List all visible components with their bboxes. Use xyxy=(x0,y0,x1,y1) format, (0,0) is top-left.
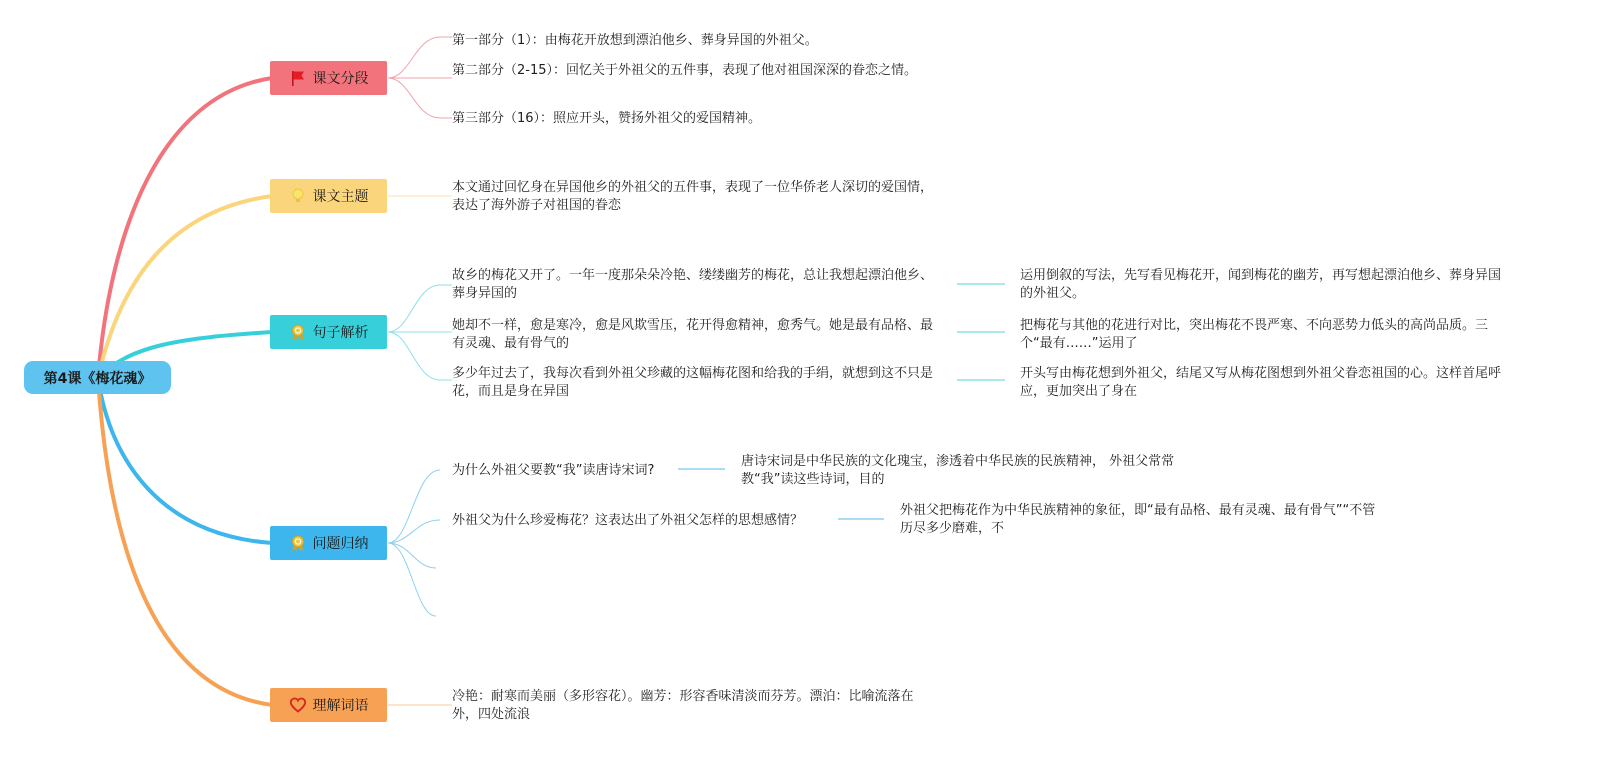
branch1-item-connector xyxy=(388,78,452,118)
sentence-item[interactable]: 故乡的梅花又开了。一年一度那朵朵冷艳、缕缕幽芳的梅花，总让我想起漂泊他乡、葬身异国的 xyxy=(452,268,934,301)
branch3-item-connector xyxy=(388,332,452,380)
sentence-item[interactable]: 她却不一样，愈是寒冷，愈是风欺雪压，花开得愈精神，愈秀气。她是最有品格、最有灵魂、最有骨气的 xyxy=(452,318,934,351)
branch-label: 课文分段 xyxy=(312,71,369,87)
branch-label: 理解词语 xyxy=(312,698,369,714)
section-item[interactable]: 第一部分（1）：由梅花开放想到漂泊他乡、葬身异国的外祖父。 xyxy=(452,33,818,48)
heart-icon xyxy=(289,696,307,714)
question-answer[interactable]: 外祖父把梅花作为中华民族精神的象征，即“最有品格、最有灵魂、最有骨气”“不管历尽多少磨难，不 xyxy=(900,503,1376,536)
sentence-analysis-note[interactable]: 运用倒叙的写法，先写看见梅花开，闻到梅花的幽芳，再写想起漂泊他乡、葬身异国的外祖父。 xyxy=(1020,268,1502,301)
branch-label: 课文主题 xyxy=(312,189,369,205)
branch1-item-connector xyxy=(388,37,452,78)
branch4-item-connector xyxy=(388,470,440,543)
branch-sentence-analysis[interactable] xyxy=(270,315,387,349)
section-item[interactable]: 第三部分（16）：照应开头，赞扬外祖父的爱国精神。 xyxy=(452,111,762,126)
flag-icon xyxy=(289,69,307,87)
branch3-item-connector xyxy=(388,285,452,332)
branch4-item-connector xyxy=(388,543,436,616)
section-item[interactable]: 第二部分（2-15）：回忆关于外祖父的五件事，表现了他对祖国深深的眷恋之情。 xyxy=(452,63,918,78)
medal-icon xyxy=(289,534,307,552)
root-branch-connector-4 xyxy=(98,378,272,543)
question-item[interactable]: 为什么外祖父要教“我”读唐诗宋词? xyxy=(452,463,655,478)
branch-label: 句子解析 xyxy=(312,325,369,341)
branch-text-sections[interactable] xyxy=(270,61,387,95)
branch-question-summary[interactable] xyxy=(270,526,387,560)
sentence-analysis-note[interactable]: 开头写由梅花想到外祖父，结尾又写从梅花图想到外祖父眷恋祖国的心。这样首尾呼应，更加突出了身在 xyxy=(1020,366,1502,399)
branch-label: 问题归纳 xyxy=(312,536,369,552)
theme-item[interactable]: 本文通过回忆身在异国他乡的外祖父的五件事，表现了一位华侨老人深切的爱国情，表达了海外游子对祖国的眷恋 xyxy=(452,180,934,213)
sentence-item[interactable]: 多少年过去了，我每次看到外祖父珍藏的这幅梅花图和给我的手绢，就想到这不只是花，而且是身在异国 xyxy=(452,366,934,399)
question-item[interactable]: 外祖父为什么珍爱梅花？这表达出了外祖父怎样的思想感情？ xyxy=(452,513,804,528)
branch-text-theme[interactable] xyxy=(270,179,387,213)
branch-vocabulary[interactable] xyxy=(270,688,387,722)
root-branch-connector-2 xyxy=(98,196,272,378)
root-topic-title: 第4课《梅花魂》 xyxy=(43,370,152,387)
question-answer[interactable]: 唐诗宋词是中华民族的文化瑰宝，渗透着中华民族的民族精神， 外祖父常常教“我”读这些诗词，目的 xyxy=(741,454,1175,487)
vocabulary-item[interactable]: 冷艳：耐寒而美丽（多形容花）。幽芳：形容香味清淡而芬芳。漂泊：比喻流落在外，四处流浪 xyxy=(452,689,914,722)
sentence-analysis-note[interactable]: 把梅花与其他的花进行对比，突出梅花不畏严寒、不向恶势力低头的高尚品质。三个“最有……”运用了 xyxy=(1020,318,1489,351)
branch4-item-connector xyxy=(388,543,436,568)
root-topic[interactable] xyxy=(24,361,171,394)
medal-icon xyxy=(289,323,307,341)
lightbulb-icon xyxy=(289,187,307,205)
